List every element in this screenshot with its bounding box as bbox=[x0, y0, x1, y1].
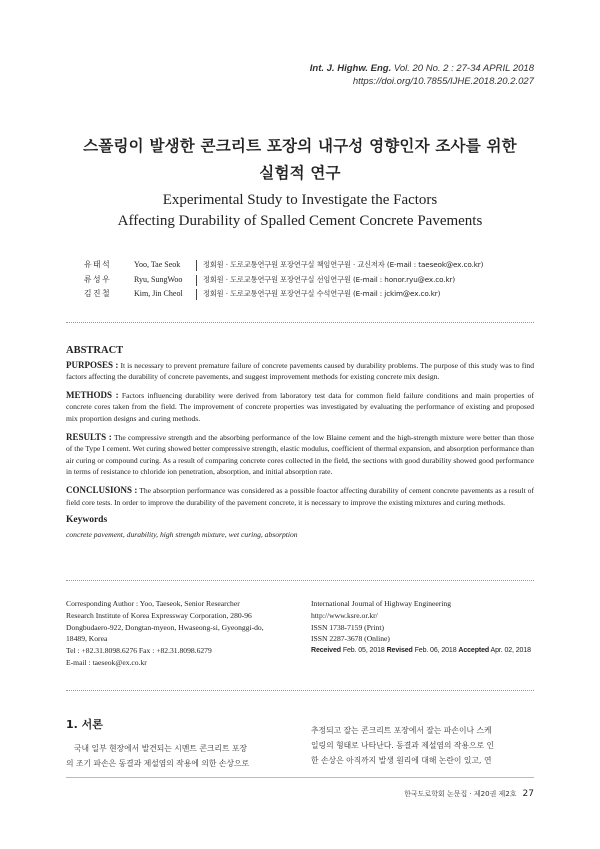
abstract-conclusions bbox=[66, 485, 534, 508]
keywords-text: concrete pavement, durability, high strength mixture, wet curing, absorption bbox=[66, 529, 298, 539]
section-heading: 1. 서론 bbox=[66, 718, 103, 731]
journal-info-line: International Journal of Highway Engineering bbox=[311, 599, 452, 608]
abstract-section bbox=[66, 345, 534, 540]
abstract-purposes bbox=[66, 360, 534, 383]
conclusions-text: The absorption performance was considered as a possible foactor affecting durability of cement concrete pavements as a result of field core tests. In order to improve the durability of the pavement concrete, it is necessary to improve the existing mixtures and curing methods. bbox=[66, 485, 535, 507]
page-number: 27 bbox=[522, 789, 534, 799]
divider-top bbox=[66, 322, 534, 323]
accepted-date: Apr. 02, 2018 bbox=[490, 647, 531, 655]
body-line: 국내 일부 현장에서 발견되는 시멘트 콘크리트 포장 bbox=[74, 744, 248, 753]
corr-line: Dongbudaero-922, Dongtan-myeon, Hwaseong-si, Gyeonggi-do, bbox=[66, 622, 264, 632]
body-line: 한 손상은 아직까지 발생 원리에 대해 논란이 있고, 연 bbox=[311, 756, 492, 765]
footer-journal: 한국도로학회 논문집 · 제20권 제2호 bbox=[404, 790, 517, 798]
purposes-label: PURPOSES : bbox=[66, 359, 119, 370]
body-line: 의 조기 파손은 동결과 제설염의 작용에 의한 손상으로 bbox=[66, 759, 250, 768]
journal-header bbox=[310, 62, 534, 88]
author-row bbox=[84, 287, 483, 302]
corr-line: Research Institute of Korea Expressway Corporation, 280-96 bbox=[66, 610, 252, 620]
english-title bbox=[0, 190, 600, 232]
author-divider bbox=[196, 260, 197, 271]
results-text: The compressive strength and the absorbing performance of the low Blaine cement and the high-strength mixture were better than those of the Type I cement. Wet curing showed better compressive strength, elastic modulus, coefficient of thermal expansion, and absorption performance than air curing or compound curing. As a result of comparing concrete cores collected in the field, the sections with good durability showed good performance in terms of resistance to chloride ion penetration, absorption, and initial absorption rate. bbox=[66, 432, 535, 477]
methods-text: Factors influencing durability were derived from laboratory test data for common field failure conditions and main properties of concrete cores taken from the field. The improvement of concrete properties was investigated by evaluating the performance of existing and proposed mix proportion designs and curing methods. bbox=[66, 390, 535, 423]
author-divider bbox=[196, 289, 197, 300]
journal-name: Int. J. Highw. Eng. bbox=[309, 63, 392, 74]
issn-print: ISSN 1738-7159 (Print) bbox=[311, 622, 384, 632]
corr-line: Corresponding Author : Yoo, Taeseok, Senior Researcher bbox=[66, 599, 240, 608]
footer-rule bbox=[66, 777, 534, 778]
korean-title-line-1: 스폴링이 발생한 콘크리트 포장의 내구성 영향인자 조사를 위한 bbox=[83, 137, 517, 155]
korean-title-line-2: 실험적 연구 bbox=[259, 164, 341, 182]
abstract-heading: ABSTRACT bbox=[66, 345, 124, 356]
body-right-column bbox=[311, 723, 536, 768]
abstract-methods bbox=[66, 390, 534, 425]
author-name-en: Ryu, SungWoo bbox=[134, 274, 183, 284]
journal-info bbox=[311, 598, 541, 657]
divider-middle bbox=[66, 580, 534, 581]
received-label: Received bbox=[311, 647, 341, 655]
results-label: RESULTS : bbox=[66, 431, 112, 442]
abstract-results bbox=[66, 432, 534, 478]
corr-line: E-mail : taeseok@ex.co.kr bbox=[66, 657, 147, 667]
author-name-ko: 김진철 bbox=[84, 289, 112, 298]
conclusions-label: CONCLUSIONS : bbox=[66, 484, 138, 495]
page-footer bbox=[404, 789, 534, 799]
corresponding-author bbox=[66, 598, 306, 669]
author-affiliation: 정회원 · 도로교통연구원 포장연구실 수석연구원 (E-mail : jckim@ex.co.kr) bbox=[203, 289, 441, 298]
methods-label: METHODS : bbox=[66, 389, 119, 400]
author-list bbox=[84, 258, 483, 302]
author-name-en: Yoo, Tae Seok bbox=[134, 260, 181, 269]
divider-bottom bbox=[66, 690, 534, 691]
body-line: 일링의 형태로 나타난다. 동결과 제설염의 작용으로 인 bbox=[311, 741, 495, 750]
body-left-column bbox=[66, 741, 301, 771]
purposes-text: It is necessary to prevent premature failure of concrete pavements caused by durability problems. The purpose of this study was to find factors affecting the durability of concrete pavements, and suggest improvement methods for existing concrete mix design. bbox=[66, 360, 534, 382]
accepted-label: Accepted bbox=[458, 647, 490, 655]
issn-online: ISSN 2287-3678 (Online) bbox=[311, 634, 390, 644]
author-affiliation: 정회원 · 도로교통연구원 포장연구실 선임연구원 (E-mail : honor.ryu@ex.co.kr) bbox=[203, 274, 456, 284]
received-date: Feb. 05, 2018 bbox=[342, 647, 385, 655]
corr-line: 18489, Korea bbox=[66, 634, 108, 644]
body-line: 추정되고 잘는 콘크리트 포장에서 잘는 파손이나 스케 bbox=[311, 726, 492, 735]
journal-doi: https://doi.org/10.7855/IJHE.2018.20.2.027 bbox=[352, 76, 534, 87]
journal-volume: Vol. 20 No. 2 : 27-34 APRIL 2018 bbox=[393, 63, 534, 74]
english-title-line-1: Experimental Study to Investigate the Factors bbox=[162, 192, 438, 208]
author-row bbox=[84, 258, 483, 273]
author-row bbox=[84, 273, 483, 288]
article-dates bbox=[311, 645, 541, 657]
author-name-ko: 유태석 bbox=[84, 260, 112, 269]
author-divider bbox=[196, 275, 197, 286]
author-name-en: Kim, Jin Cheol bbox=[134, 289, 183, 298]
author-name-ko: 류성우 bbox=[84, 274, 112, 284]
corr-line: Tel : +82.31.8098.6276 Fax : +82.31.8098.6279 bbox=[66, 646, 212, 656]
keywords-heading: Keywords bbox=[66, 515, 108, 526]
revised-date: Feb. 06, 2018 bbox=[414, 647, 457, 655]
journal-url: http://www.ksre.or.kr/ bbox=[311, 610, 378, 620]
author-affiliation: 정회원 · 도로교통연구원 포장연구실 책임연구원 · 교신저자 (E-mail : taeseok@ex.co.kr) bbox=[203, 260, 484, 269]
revised-label: Revised bbox=[386, 647, 413, 655]
english-title-line-2: Affecting Durability of Spalled Cement Concrete Pavements bbox=[117, 213, 483, 229]
korean-title bbox=[0, 133, 600, 187]
